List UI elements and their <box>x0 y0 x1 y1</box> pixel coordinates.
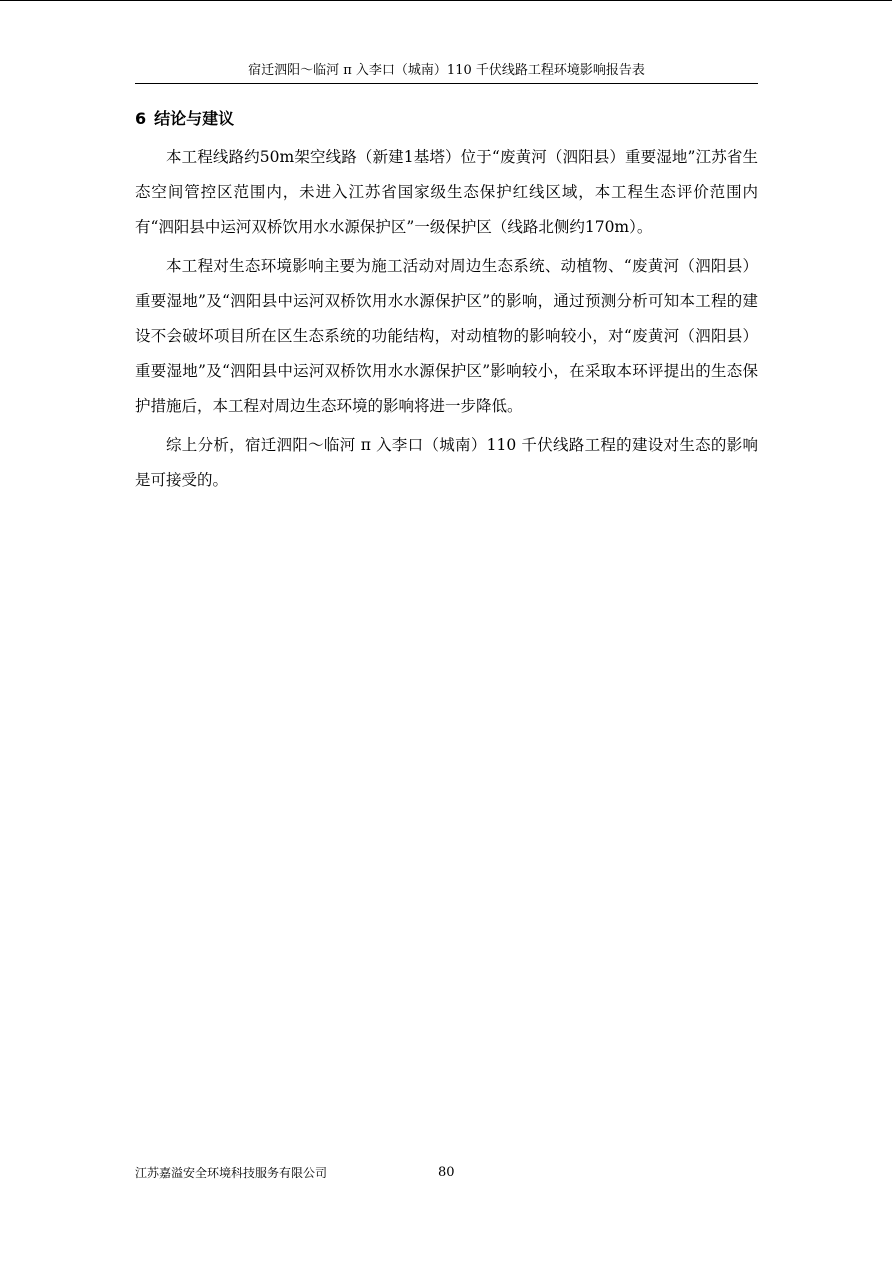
section-title: 结论与建议 <box>154 109 235 128</box>
paragraph-2: 本工程对生态环境影响主要为施工活动对周边生态系统、动植物、“废黄河（泗阳县）重要湿地”及“泗阳县中运河双桥饮用水水源保护区”的影响，通过预测分析可知本工程的建设不会破坏项目所在区生态系统的功能结构，对动植物的影响较小，对“废黄河（泗阳县）重要湿地”及“泗阳县中运河双桥饮用水水源保护区”影响较小，在采取本环评提出的生态保护措施后，本工程对周边生态环境的影响将进一步降低。 <box>135 257 758 415</box>
running-header: 宿迁泗阳～临河 π 入李口（城南）110 千伏线路工程环境影响报告表 <box>248 63 645 78</box>
header-rule <box>135 83 758 84</box>
main-content <box>135 106 758 502</box>
paragraph-1: 本工程线路约50m架空线路（新建1基塔）位于“废黄河（泗阳县）重要湿地”江苏省生态空间管控区范围内，未进入江苏省国家级生态保护红线区域，本工程生态评价范围内有“泗阳县中运河双桥饮用水水源保护区”一级保护区（线路北侧约170m）。 <box>135 148 758 236</box>
paragraph-3: 综上分析，宿迁泗阳～临河 π 入李口（城南）110 千伏线路工程的建设对生态的影响是可接受的。 <box>135 436 758 489</box>
section-heading <box>135 106 758 132</box>
section-number: 6 <box>135 109 147 128</box>
page-top-border <box>0 0 892 1</box>
page-number: 80 <box>438 1165 455 1180</box>
footer-company: 江苏嘉溢安全环境科技服务有限公司 <box>135 1166 328 1180</box>
